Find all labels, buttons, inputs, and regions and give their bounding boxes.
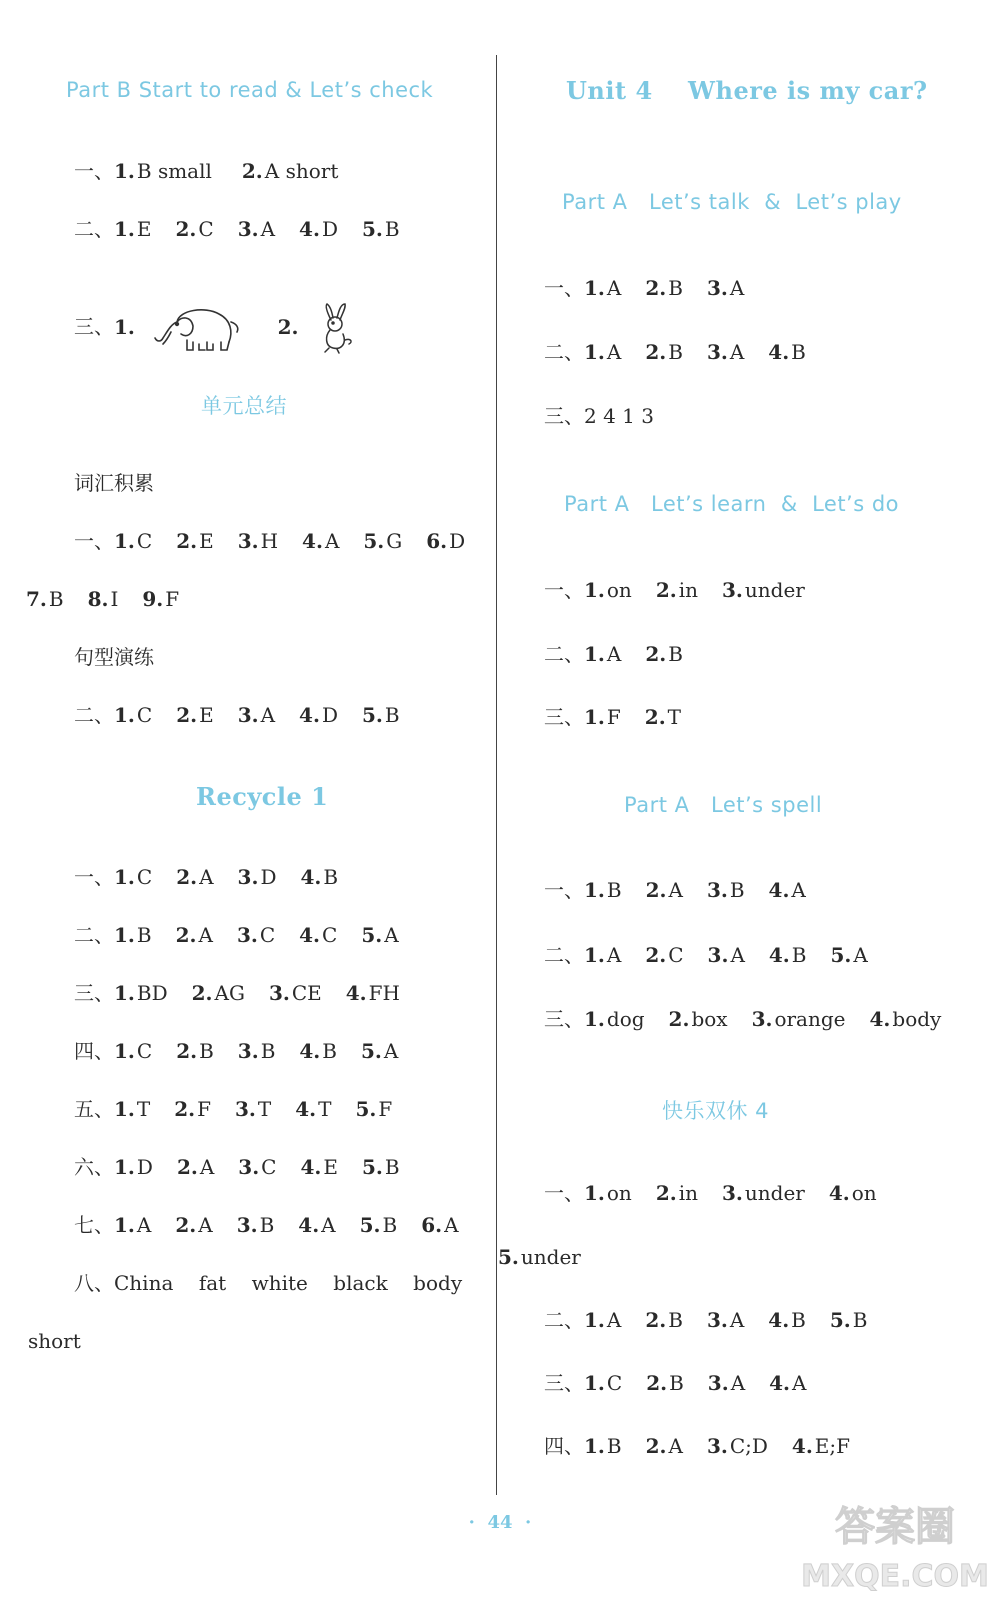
item-answer: B [322,1039,337,1063]
item-number: 1. [114,703,135,727]
item-answer: B [382,1213,398,1237]
item-answer: D [260,865,277,889]
item-number: 3. [237,1039,259,1063]
item-answer: C [322,923,338,947]
item-answer: AG [214,981,245,1005]
question-label: 二、 [544,340,584,364]
item-answer: on [606,1181,632,1205]
item-answer: E [136,217,152,241]
item-number: 3. [236,923,258,947]
item-answer: T [257,1097,272,1121]
item-number: 5. [361,1155,383,1179]
item-number: 4. [299,1039,321,1063]
item-answer: under [744,1181,805,1205]
item-number: 3. [721,1181,743,1205]
answer-line [26,586,203,612]
item-number: 2. [191,981,213,1005]
item-answer: B [669,1371,684,1395]
item-answer: A [198,923,213,947]
item-answer: A [668,878,683,902]
column-divider [496,55,497,1495]
item-answer: B [323,865,339,889]
item-answer: A [730,943,745,967]
question-label: 二、 [74,923,114,947]
item-answer: box [691,1007,728,1031]
item-number: 2. [655,578,677,602]
item-answer: B [199,1039,214,1063]
item-number: 2. [176,1155,198,1179]
answer-line: 八、China fat white black body [74,1271,463,1295]
item-number: 2. [175,217,197,241]
item-answer: A [606,276,622,300]
question-label: 一、 [544,878,584,902]
item-answer: B [668,340,683,364]
question-label: 五、 [74,1097,114,1121]
item-answer: D [321,217,338,241]
item-answer: A [791,878,806,902]
item-number: 1. [584,1181,605,1205]
answer-line [544,1307,891,1333]
item-answer: BD [136,981,168,1005]
question-label: 一、 [544,578,584,602]
item-number: 6. [426,529,448,553]
question-label: 一、 [74,529,114,553]
item-answer: B [852,1308,868,1332]
item-number: 1. [584,1371,605,1395]
item-answer: A [729,276,745,300]
answer-line [544,1006,965,1032]
item-number: 3. [706,1434,728,1458]
item-answer: B [668,276,683,300]
item-number: 2. [645,642,667,666]
item-answer: C [136,865,153,889]
item-number: 1. [584,943,605,967]
item-number: 2. [175,1213,197,1237]
item-answer: A [198,1213,213,1237]
item-number: 1. [114,1097,135,1121]
item-number: 8. [87,587,109,611]
item-number: 2. [645,1434,667,1458]
item-number: 2. [646,1371,668,1395]
item-answer: D [321,703,338,727]
item-answer: A [606,642,622,666]
item-answer: B [606,878,622,902]
item-answer: B [384,1155,400,1179]
item-number: 1. [584,1007,605,1031]
item-number: 5. [361,923,383,947]
answer-line-pictures: 三、1. 2. [74,302,359,354]
question-label: 四、 [544,1434,584,1458]
item-answer: F [378,1097,393,1121]
item-number: 2. [668,1007,690,1031]
answer-line [544,1433,874,1459]
answer-line: short [28,1329,81,1353]
item-answer: B [668,642,683,666]
item-number: 2. [645,878,667,902]
item-number: 1. [114,1039,135,1063]
svg-text:答案圈: 答案圈 [835,1504,955,1550]
item-number: 1. [114,529,135,553]
answer-line [74,1096,416,1122]
item-number: 2. [176,703,198,727]
item-number: 4. [299,217,320,241]
item-number: 5. [363,529,385,553]
item-number: 1. [114,981,135,1005]
item-number: 1. [584,705,605,729]
item-answer: D [449,529,466,553]
item-answer: on [606,578,632,602]
item-number: 1. [584,578,605,602]
item-number: 1. [584,276,605,300]
item-answer: T [136,1097,151,1121]
answer-line: 三、2 4 1 3 [544,404,654,428]
item-number: 2. [645,943,667,967]
question-label: 六、 [74,1155,114,1179]
item-number: 3. [236,1213,258,1237]
item-number: 4. [298,1213,320,1237]
item-answer: A [324,529,340,553]
item-number: 4. [769,1371,791,1395]
item-answer: C [259,923,276,947]
item-answer: H [260,529,279,553]
answer-line [544,1180,901,1206]
spell-title: Part A Let’s spell [624,793,823,817]
item-number: 4. [299,703,320,727]
item-number: 9. [142,587,164,611]
item-number: 5. [355,1097,377,1121]
item-number: 2. [176,865,198,889]
item-number: 3. [237,865,259,889]
item-answer: B [791,340,806,364]
item-number: 3. [721,578,743,602]
unit-summary-title: 单元总结 [201,394,287,418]
item-answer: D [136,1155,153,1179]
item-answer: C [606,1371,623,1395]
answer-line [544,1370,830,1396]
item-answer: E [323,1155,338,1179]
item-number: 2. [176,1039,198,1063]
item-number: 5. [829,1308,851,1332]
item-answer: A [606,943,622,967]
item-number: 2. [645,1308,667,1332]
item-answer: E [199,529,214,553]
page-number: · 44 · [468,1512,532,1533]
item-answer: B [791,1308,806,1332]
item-answer: B [384,703,400,727]
elephant-icon [147,302,243,354]
item-answer: C [136,529,153,553]
item-number: 4. [300,865,322,889]
item-number: 2. [645,276,667,300]
answer-line [74,702,424,728]
holiday-title: 快乐双休 4 [662,1099,770,1123]
question-label: 三、 [74,981,114,1005]
question-label: 一、 [74,865,114,889]
item-number: 1. [584,642,605,666]
item-number: 3. [237,703,259,727]
item-answer: E;F [814,1434,851,1458]
item-number: 6. [421,1213,443,1237]
svg-text:MXQE.COM: MXQE.COM [801,1559,989,1594]
item-answer: B [260,1039,276,1063]
item-number: 4. [768,878,790,902]
item-number: 1. [584,1308,605,1332]
item-answer: A [668,1434,683,1458]
answer-line [74,864,362,890]
item-number: 3. [237,529,259,553]
question-label: 三、 [544,705,584,729]
question-label: 三、 [544,1007,584,1031]
item-answer: A [729,1308,745,1332]
talk-title: Part A Let’s talk & Let’s play [562,190,902,214]
question-label: 二、 [544,1308,584,1332]
question-label: 一、 [544,1181,584,1205]
item-answer: G [386,529,403,553]
item-answer: B [729,878,745,902]
item-answer: I [110,587,119,611]
item-number: 2. [174,1097,196,1121]
item-answer: B [668,1308,683,1332]
question-label: 二、 [74,703,114,727]
item-number: 1. [114,865,135,889]
question-label: 七、 [74,1213,114,1237]
item-answer: in [678,1181,698,1205]
item-answer: in [678,578,698,602]
item-answer: B [791,943,807,967]
item-number: 5. [830,943,852,967]
item-answer: B [384,217,400,241]
item-number: 3. [706,340,728,364]
item-number: 4. [299,923,321,947]
item-number: 1. [114,923,135,947]
item-number: 4. [768,340,790,364]
item-number: 5. [359,1213,381,1237]
question-label: 二、 [74,217,114,241]
item-number: 2. [176,529,198,553]
item-number: 3. [237,217,259,241]
item-answer: A [792,1371,807,1395]
part-b-title: Part B Start to read & Let’s check [66,78,434,102]
item-number: 1. [114,1213,135,1237]
item-number: 1. [114,1155,135,1179]
item-number: 3. [706,276,728,300]
answer-line [544,641,707,667]
item-number: 4. [302,529,323,553]
answer-line: 一、1. B small 2. A short [74,159,339,183]
item-answer: A [260,703,276,727]
item-answer: C [198,217,214,241]
item-answer: T [667,705,682,729]
item-answer: F [165,587,180,611]
item-number: 5. [360,1039,382,1063]
item-number: 3. [751,1007,773,1031]
item-number: 3. [238,1155,260,1179]
answer-line [544,275,768,301]
item-answer: A [444,1213,459,1237]
item-number: 3. [268,981,290,1005]
answer-line [544,942,892,968]
item-number: 5. [361,703,383,727]
item-answer: A [199,1155,215,1179]
item-answer: B [606,1434,622,1458]
recycle-title: Recycle 1 [196,782,329,811]
answer-line [544,877,830,903]
item-answer: orange [774,1007,846,1031]
section-label: 句型演练 [74,645,154,669]
item-answer: on [851,1181,877,1205]
item-number: 3. [707,1371,729,1395]
learn-title: Part A Let’s learn & Let’s do [564,492,900,516]
answer-line [74,528,489,554]
item-number: 1. [584,1434,605,1458]
item-number: 2. [655,1181,677,1205]
item-answer: A [606,1308,622,1332]
answer-line [74,1154,424,1180]
item-number: 2. [175,923,197,947]
item-answer: B [259,1213,275,1237]
answer-line [74,980,424,1006]
item-answer: B [136,923,152,947]
question-label: 二、 [544,943,584,967]
item-answer: A [729,340,745,364]
unit-title: Unit 4 Where is my car? [566,76,928,105]
item-number: 4. [828,1181,850,1205]
item-answer: C [668,943,684,967]
answer-line [544,704,705,730]
item-number: 1. [584,878,605,902]
question-label: 一、 [544,276,584,300]
item-answer: F [197,1097,212,1121]
item-answer: body [892,1007,942,1031]
item-number: 2. [644,705,666,729]
item-answer: A [136,1213,152,1237]
item-answer: T [318,1097,332,1121]
item-number: 3. [706,878,728,902]
item-number: 1. [114,217,135,241]
item-number: 7. [26,587,47,611]
item-answer: dog [606,1007,645,1031]
rabbit-icon [315,302,359,354]
item-answer: C [136,703,153,727]
item-answer: A [383,1039,399,1063]
item-answer: A [853,943,868,967]
question-label: 四、 [74,1039,114,1063]
item-answer: under [744,578,805,602]
site-watermark-logo [800,1488,990,1598]
item-answer: A [321,1213,336,1237]
item-number: 3. [707,943,729,967]
question-label: 二、 [544,642,584,666]
answer-line: 5. under [498,1245,581,1269]
answer-line [544,339,830,365]
item-number: 1. [584,340,605,364]
item-number: 4. [791,1434,813,1458]
item-answer: A [384,923,399,947]
section-label: 词汇积累 [74,471,154,495]
item-answer: C [261,1155,277,1179]
answer-line [544,577,829,603]
item-answer: E [199,703,214,727]
answer-line [74,1038,422,1064]
item-number: 4. [295,1097,317,1121]
item-number: 4. [768,943,790,967]
item-answer: A [606,340,622,364]
item-answer: A [260,217,276,241]
item-number: 4. [869,1007,891,1031]
question-label: 三、 [544,1371,584,1395]
item-number: 4. [768,1308,790,1332]
answer-line [74,216,424,242]
item-answer: A [199,865,214,889]
item-answer: C;D [729,1434,768,1458]
item-answer: A [730,1371,746,1395]
item-answer: CE [291,981,322,1005]
item-number: 3. [235,1097,256,1121]
answer-line [74,922,423,948]
item-answer: FH [368,981,400,1005]
item-number: 4. [345,981,367,1005]
answer-line [74,1212,483,1238]
item-answer: F [606,705,621,729]
item-number: 2. [645,340,667,364]
item-answer: B [48,587,64,611]
item-number: 5. [361,217,383,241]
item-answer: C [136,1039,153,1063]
item-number: 4. [300,1155,322,1179]
item-number: 3. [706,1308,728,1332]
